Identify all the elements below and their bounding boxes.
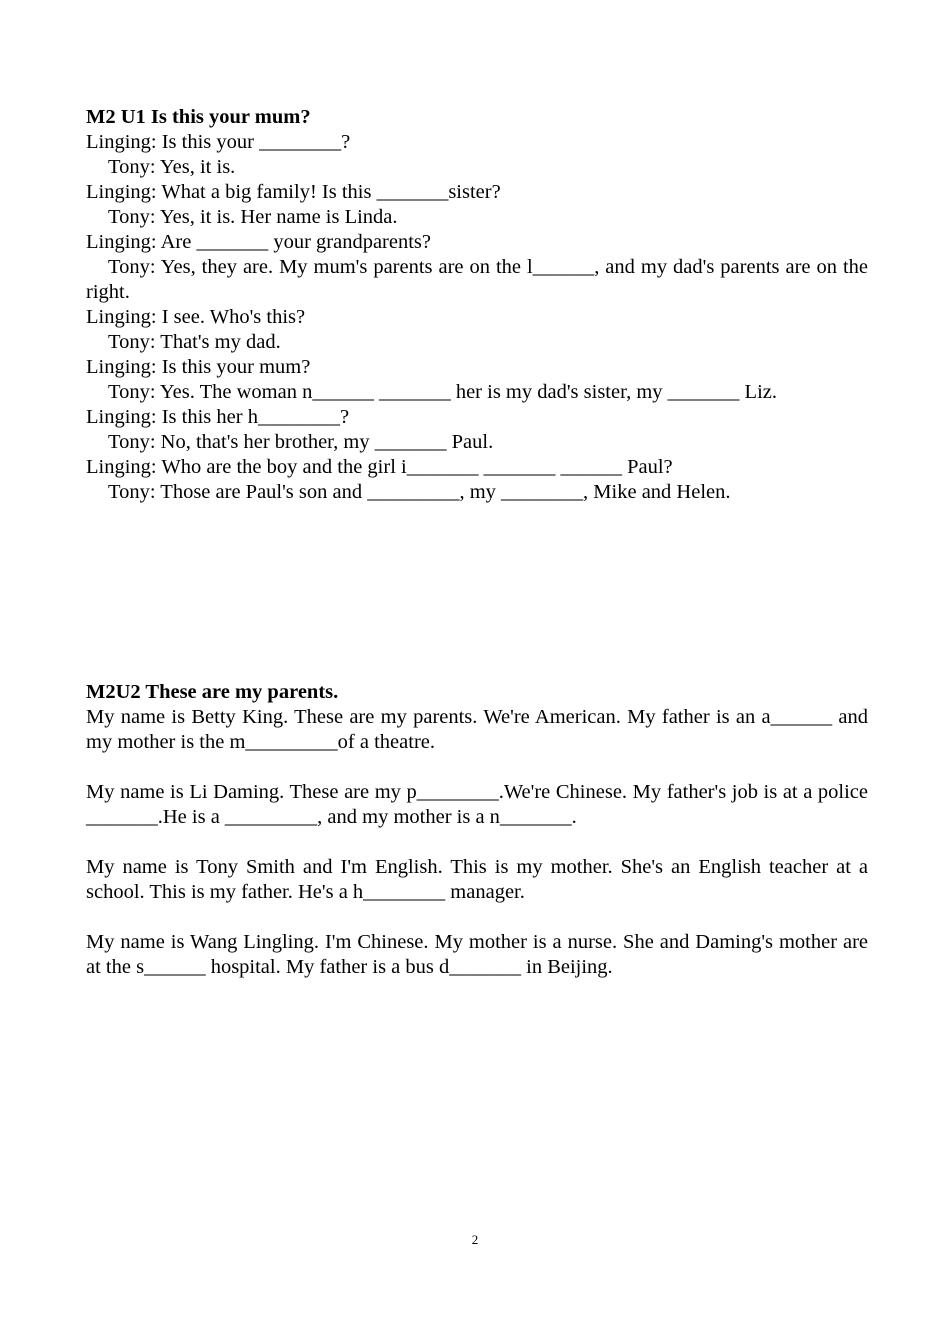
section-spacer bbox=[86, 505, 868, 680]
dialogue-line-tony: Tony: Yes, it is. Her name is Linda. bbox=[108, 206, 398, 228]
paragraph-spacer bbox=[86, 830, 868, 855]
dialogue-line-linging: Linging: Who are the boy and the girl i_______ _______ ______ Paul? bbox=[86, 456, 673, 478]
dialogue-line-linging: Linging: I see. Who's this? bbox=[86, 306, 306, 328]
paragraph-betty-king: My name is Betty King. These are my parents. We're American. My father is an a______ and my mother is the m_________of a theatre. bbox=[86, 706, 868, 753]
paragraph-wang-lingling: My name is Wang Lingling. I'm Chinese. My mother is a nurse. She and Daming's mother are at the s______ hospital. My father is a bus d_______ in Beijing. bbox=[86, 931, 868, 978]
unit1-section bbox=[86, 105, 874, 505]
dialogue-line-linging: Linging: Are _______ your grandparents? bbox=[86, 231, 432, 253]
dialogue-line-tony: Tony: No, that's her brother, my _______ Paul. bbox=[108, 431, 494, 453]
paragraph-spacer bbox=[86, 755, 868, 780]
dialogue-line-linging: Linging: Is this your ________? bbox=[86, 131, 351, 153]
page-number: 2 bbox=[471, 1232, 479, 1247]
dialogue-line-tony: Tony: Yes, it is. bbox=[108, 156, 236, 178]
dialogue-line-tony: Tony: Yes, they are. My mum's parents are on the l______, and my dad's parents are on the right. bbox=[86, 256, 874, 303]
paragraph-li-daming: My name is Li Daming. These are my p________.We're Chinese. My father's job is at a police _______.He is a _________, and my mother is a n_______. bbox=[86, 781, 868, 828]
dialogue-line-linging: Linging: What a big family! Is this _______sister? bbox=[86, 181, 501, 203]
unit1-title: M2 U1 Is this your mum? bbox=[86, 106, 311, 128]
unit2-title: M2U2 These are my parents. bbox=[86, 681, 339, 703]
dialogue-line-linging: Linging: Is this your mum? bbox=[86, 356, 311, 378]
dialogue-line-tony: Tony: Those are Paul's son and _________, my ________, Mike and Helen. bbox=[108, 481, 731, 503]
dialogue-line-tony: Tony: Yes. The woman n______ _______ her is my dad's sister, my _______ Liz. bbox=[108, 381, 777, 403]
paragraph-spacer bbox=[86, 905, 868, 930]
dialogue-line-linging: Linging: Is this her h________? bbox=[86, 406, 350, 428]
unit2-section bbox=[86, 680, 868, 980]
dialogue-line-tony: Tony: That's my dad. bbox=[108, 331, 281, 353]
paragraph-tony-smith: My name is Tony Smith and I'm English. This is my mother. She's an English teacher at a school. This is my father. He's a h________ manager. bbox=[86, 856, 868, 903]
document-page bbox=[86, 105, 874, 980]
